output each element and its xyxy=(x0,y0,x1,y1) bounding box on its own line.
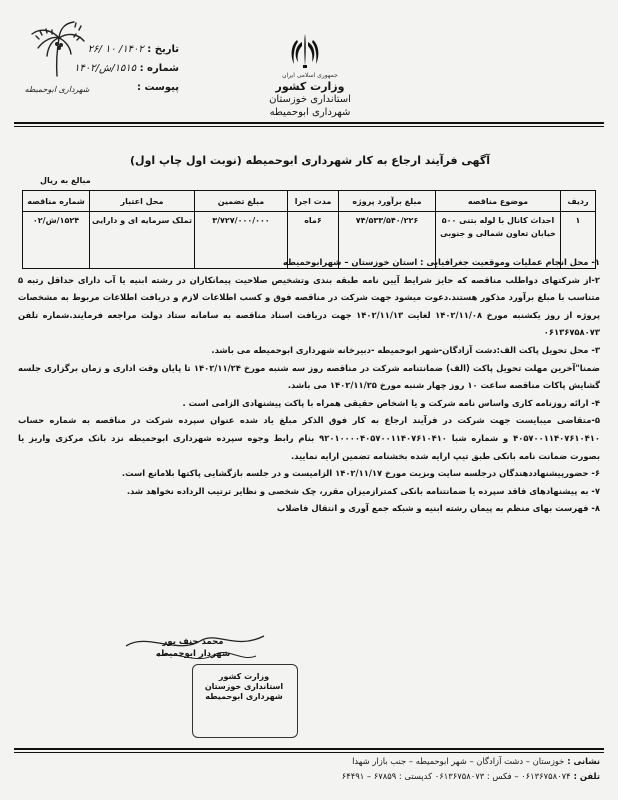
signatory-position: شهردار ابوحمیطه xyxy=(155,649,231,659)
list-item: ۶- حضورپیشنهاددهندگان درجلسه سایت وبزیت مورخ ۱۴۰۲/۱۱/۱۷ الزامیست و در جلسه بازگشایی پاکتها بلامانع است. xyxy=(121,468,600,479)
list-item: ۷- به پیشنهادهای فاقد سپرده یا ضمانتنامه بانکی کمترازمیزان مقرر، چک شخصی و نظایر ترتیب الرداده نخواهد شد. xyxy=(126,485,600,496)
municipality-name: شهرداری ابوحمیطه xyxy=(269,107,351,118)
governorate-name: استانداری خوزستان xyxy=(269,94,351,105)
phone-value: ۰۶۱۳۶۷۵۸۰۷۴ – فکس : ۰۶۱۳۶۷۵۸۰۷۳ کدپستی : ۶۷۸۵۹ – ۶۴۴۹۱ xyxy=(341,771,571,781)
cell-estimate: ۷۴/۵۳۳/۵۴۰/۲۲۶ xyxy=(339,212,436,269)
list-item: ۴- ارائه روزنامه کاری واساس نامه شرکت و یا اشخاص حقیقی همراه با پاکت پیشنهادی الزامی است . xyxy=(182,397,600,408)
cell-subject: احداث کانال با لوله بتنی ۵۰۰ خیابان تعاون شمالی و جنوبی xyxy=(436,212,561,269)
address-value: خوزستان – دشت آزادگان – شهر ابوحمیطه – جنب بازار شهدا xyxy=(352,756,565,766)
list-item: ۱- محل انجام عملیات وموقعیت جغرافیایی : استان خوزستان – شهرابوحمیطه xyxy=(282,257,600,267)
list-item: ۲-از شرکتهای دواطلب مناقصه که حایز شرایط آیین نامه طبقه بندی وتشخیص صلاحیت پیمانکاران در رشته ابنیه یا آب دارای حداقل رتبه ۵ متناسب با مبلغ برآورد مذکور هستند.دعوت میشود جهت شرکت در مناقصه فوق و کسب اطلاعات لازم و دریافت اطلاعات مربوط به مشخصات پروژه از روز یکشنبه مورخ ۱۴۰۲/۱۱/۰۸ لغایت ۱۴۰۲/۱۱/۱۳ جهت دریافت اسناد مناقصه به سامانه ستاد دولت مراجعه فرمایند.شماره تلفن ۰۶۱۳۶۷۵۸۰۷۳ xyxy=(18,274,601,338)
col-tender-number: شماره مناقصه xyxy=(23,191,90,212)
list-item: ۳- محل تحویل پاکت الف:دشت آزادگان-شهر ابوحمیطه -دبیرخانه شهرداری ابوحمیطه می باشد. xyxy=(211,344,600,355)
date-label: تاریخ : xyxy=(147,44,179,55)
col-estimate: مبلغ برآورد پروژه xyxy=(339,191,436,212)
header-rule xyxy=(14,122,604,124)
address-label: نشانی : xyxy=(567,756,600,766)
cell-tender-number: ۱۵۲۴/ش/۰۲ xyxy=(23,212,90,269)
stamp-text xyxy=(192,672,296,702)
date-value: ۱۴۰۲/ ۱۰ /۲۶ xyxy=(87,44,144,55)
notice-title: آگهی فرآیند ارجاع به کار شهرداری ابوحمیطه (نوبت اول چاپ اول) xyxy=(130,154,490,167)
phone-label: تلفن : xyxy=(573,771,600,781)
table-header-row xyxy=(23,191,596,212)
list-item: ۵-متقاضی میبایست جهت شرکت در فرآیند ارجاع به کار فوق الذکر مبلغ یاد شده عنوان سپرده شرکت در مناقصه به شماره حساب ۴۰۵۷۰۰۱۱۴۰۷۶۱۰۴۱۰ و شماره شبا ۹۲۰۱۰۰۰۰۴۰۵۷۰۰۱۱۴۰۷۶۱۰۴۱۰ بنام رابط وجوه سپرده شهرداری ابوحمیطه نزد بانک مرکزی واریز یا بصورت ضمانت نامه بانکی طبق تیپ ارایه شده بخشنامه تضمین ارایه نمایید. xyxy=(18,415,600,461)
signatory-name: محمد حنف پور xyxy=(162,637,224,647)
col-subject: موضوع مناقصه xyxy=(436,191,561,212)
letter-meta xyxy=(24,40,179,97)
ministry-name: وزارت کشور xyxy=(275,80,345,93)
header-rule-thin xyxy=(14,126,604,127)
notice-items xyxy=(18,254,600,518)
cell-row: ۱ xyxy=(561,212,596,269)
stamp-line: استانداری خوزستان xyxy=(204,682,284,691)
address-line xyxy=(20,754,600,769)
attachment-label: پیوست : xyxy=(136,82,179,93)
signature-block xyxy=(128,636,258,660)
cell-duration: ۶ماه xyxy=(288,212,339,269)
col-guarantee: مبلغ تضمین xyxy=(195,191,288,212)
header-center xyxy=(240,72,380,119)
footer xyxy=(20,754,600,784)
emblem-caption: جمهوری اسلامی ایران xyxy=(282,72,338,79)
col-duration: مدت اجرا xyxy=(288,191,339,212)
footer-rule xyxy=(14,748,604,750)
number-label: شماره : xyxy=(139,63,179,74)
col-row: ردیف xyxy=(561,191,596,212)
cell-guarantee: ۳/۷۲۷/۰۰۰/۰۰۰ xyxy=(195,212,288,269)
phone-line xyxy=(20,769,600,784)
currency-note: مبالغ به ریال xyxy=(40,176,91,185)
stamp-line: وزارت کشور xyxy=(218,672,270,681)
svg-text:شهرداری ابوحمیطه: شهرداری ابوحمیطه xyxy=(24,85,90,94)
number-value: ۱۵۱۵/ش/۱۴۰۲ xyxy=(74,63,137,74)
attachment-line xyxy=(24,78,179,97)
date-line xyxy=(24,40,179,59)
col-funding: محل اعتبار xyxy=(90,191,195,212)
cell-funding: تملک سرمایه ای و دارایی xyxy=(90,212,195,269)
list-item: ۸- فهرست بهای منظم به پیمان رشته ابنیه و شبکه جمع آوری و انتقال فاضلاب xyxy=(276,503,600,514)
list-item: ضمنا"آخرین مهلت تحویل پاکت (الف) ضمانتنامه شرکت در مناقصه روز سه شنبه مورخ ۱۴۰۲/۱۱/۲۴ تا پایان وقت اداری و زمان برگزاری جلسه گشایش پاکات مناقصه ساعت ۱۰ روز چهار شنبه مورخ ۱۴۰۲/۱۱/۲۵ می باشد. xyxy=(18,362,600,391)
stamp-line: شهرداری ابوحمیطه xyxy=(205,692,283,701)
iran-emblem-icon xyxy=(288,32,322,70)
number-line xyxy=(24,59,179,78)
footer-rule-thin xyxy=(14,752,604,753)
